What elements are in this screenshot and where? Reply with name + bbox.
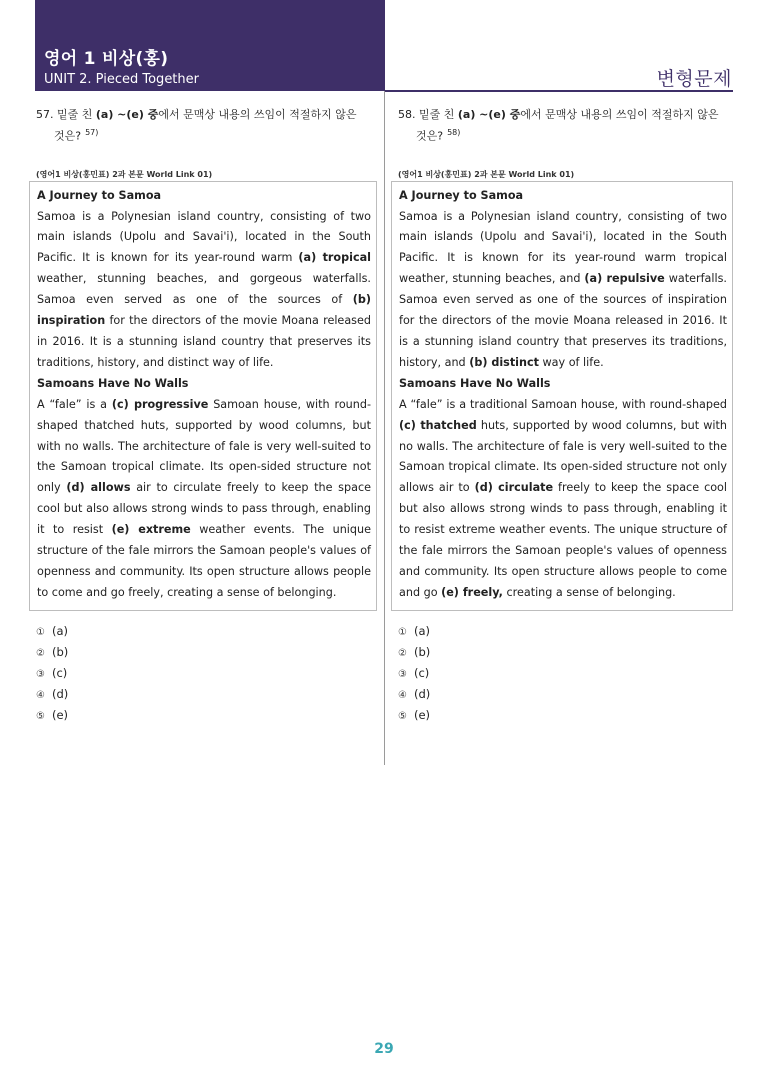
answer-option[interactable]: ② (b) bbox=[36, 642, 376, 663]
footnote-ref: 58) bbox=[447, 128, 461, 137]
option-number: ④ bbox=[398, 689, 407, 701]
column-divider bbox=[384, 91, 385, 765]
answer-options bbox=[398, 621, 736, 726]
question-prompt: 58. 밑줄 친 (a) ~(e) 중에서 문맥상 내용의 쓰임이 적절하지 않은 bbox=[398, 108, 719, 121]
passage-paragraph: A “fale” is a traditional Samoan house, with round-shaped (c) thatched huts, supported by wood columns, but with no walls. The architecture of fale is very well-suited to the Samoan tropical climate. Its open-sided structure not only allows air to (d) circulate freely to keep the space cool but also allows strong winds to pass through, enabling it to resist extreme weather events. The unique structure of the fale mirrors the Samoan people's values of openness and community. Its open structure allows people to come and go (e) freely, creating a sense of belonging. bbox=[399, 397, 728, 599]
answer-option[interactable]: ⑤ (e) bbox=[36, 705, 376, 726]
answer-option[interactable]: ① (a) bbox=[398, 621, 736, 642]
option-number: ③ bbox=[36, 668, 45, 680]
passage-paragraph: Samoa is a Polynesian island country, consisting of two main islands (Upolu and Savai'i), located in the South Pacific. It is known for its year-round warm tropical weather, stunning beaches, and (a) repulsive waterfalls. Samoa even served as one of the sources of inspiration for the directors of the movie Moana released in 2016. It is a stunning island country that preserves its traditions, history, and (b) distinct way of life. bbox=[399, 209, 727, 369]
answer-option[interactable]: ③ (c) bbox=[398, 663, 736, 684]
question-number: 58. bbox=[398, 108, 416, 121]
marked-word-b: (b) inspiration bbox=[37, 293, 371, 328]
source-label: (영어1 비상(홍민표) 2과 본문 World Link 01) bbox=[36, 169, 213, 179]
answer-option[interactable]: ① (a) bbox=[36, 621, 376, 642]
answer-option[interactable]: ④ (d) bbox=[398, 684, 736, 705]
book-title: 영어 1 비상(홍) bbox=[44, 49, 169, 69]
option-number: ⑤ bbox=[36, 710, 45, 722]
marked-word-a: (a) tropical bbox=[298, 251, 371, 265]
marked-word-b: (b) distinct bbox=[469, 355, 539, 369]
answer-option[interactable]: ② (b) bbox=[398, 642, 736, 663]
passage-paragraph: A “fale” is a (c) progressive Samoan house, with round-shaped thatched huts, supported by wood columns, but with no walls. The architecture of fale is very well-suited to the Samoan tropical climate. Its open-sided structure not only (d) allows air to circulate freely to keep the space cool but also allows strong winds to pass through, enabling it to resist (e) extreme weather events. The unique structure of the fale mirrors the Samoan people's values of openness and community. Its open structure allows people to come and go freely, creating a sense of belonging. bbox=[37, 397, 371, 599]
passage-heading: A Journey to Samoa bbox=[399, 188, 524, 202]
prompt-range: (a) ~(e) 중 bbox=[457, 108, 521, 121]
passage-heading: A Journey to Samoa bbox=[37, 188, 162, 202]
option-number: ① bbox=[398, 626, 407, 638]
marked-word-c: (c) thatched bbox=[399, 418, 477, 432]
marked-word-d: (d) circulate bbox=[474, 481, 554, 495]
header-banner bbox=[35, 0, 385, 91]
passage-box bbox=[29, 181, 377, 611]
page-number: 29 bbox=[374, 1041, 394, 1057]
answer-option[interactable]: ④ (d) bbox=[36, 684, 376, 705]
passage-paragraph: Samoa is a Polynesian island country, consisting of two main islands (Upolu and Savai'i), located in the South Pacific. It is known for its year-round warm (a) tropical weather, stunning beaches, and gorgeous waterfalls. Samoa even served as one of the sources of (b) inspiration for the directors of the movie Moana released in 2016. It is a stunning island country that preserves its traditions, history, and distinct way of life. bbox=[37, 209, 371, 369]
question-57 bbox=[36, 106, 376, 726]
source-label: (영어1 비상(홍민표) 2과 본문 World Link 01) bbox=[398, 169, 575, 179]
passage-heading: Samoans Have No Walls bbox=[399, 376, 551, 390]
answer-option[interactable]: ③ (c) bbox=[36, 663, 376, 684]
option-number: ② bbox=[36, 647, 45, 659]
option-number: ① bbox=[36, 626, 45, 638]
option-number: ④ bbox=[36, 689, 45, 701]
section-tag: 변형문제 bbox=[656, 68, 732, 90]
question-prompt-line2: 것은? $^{57)}$ bbox=[54, 128, 99, 143]
question-58 bbox=[398, 106, 736, 726]
question-prompt: 57. 밑줄 친 (a) ~(e) 중에서 문맥상 내용의 쓰임이 적절하지 않은 bbox=[36, 108, 357, 121]
passage-heading: Samoans Have No Walls bbox=[37, 376, 189, 390]
unit-title: UNIT 2. Pieced Together bbox=[44, 72, 199, 87]
footnote-ref: 57) bbox=[85, 128, 99, 137]
marked-word-e: (e) freely, bbox=[441, 585, 503, 599]
passage-box bbox=[391, 181, 733, 611]
question-prompt-line2: 것은? $^{58)}$ bbox=[416, 128, 461, 143]
marked-word-d: (d) allows bbox=[66, 481, 131, 495]
marked-word-e: (e) extreme bbox=[111, 523, 191, 537]
option-number: ② bbox=[398, 647, 407, 659]
prompt-range: (a) ~(e) 중 bbox=[95, 108, 159, 121]
question-number: 57. bbox=[36, 108, 54, 121]
option-number: ③ bbox=[398, 668, 407, 680]
option-number: ⑤ bbox=[398, 710, 407, 722]
marked-word-a: (a) repulsive bbox=[584, 272, 665, 286]
answer-option[interactable]: ⑤ (e) bbox=[398, 705, 736, 726]
answer-options bbox=[36, 621, 376, 726]
marked-word-c: (c) progressive bbox=[111, 397, 209, 411]
